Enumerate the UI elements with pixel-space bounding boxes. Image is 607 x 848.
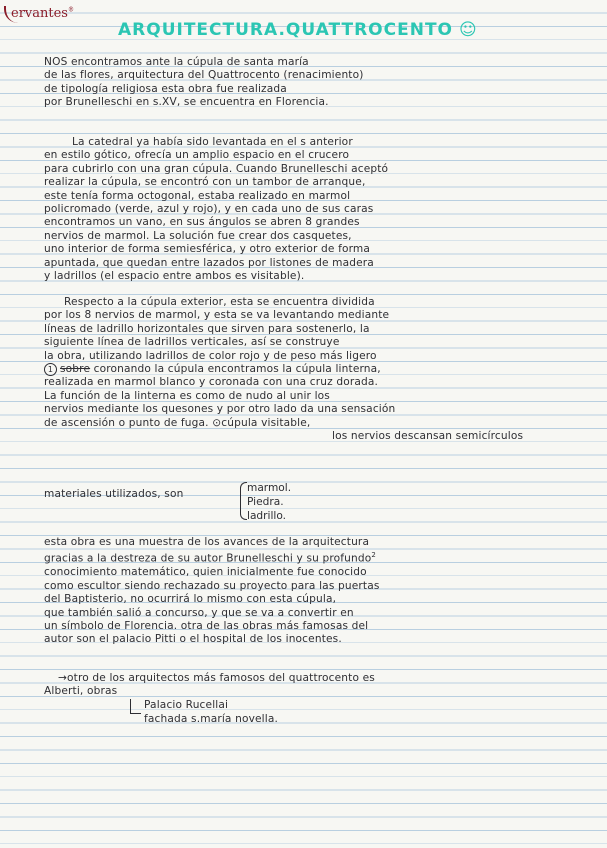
text-line [44,549,599,566]
text-line: policromado (verde, azul y rojo), y en cada uno de sus caras [44,203,374,216]
materials-list [247,481,291,523]
text-line: que también salió a concurso, y que se va a convertir en [44,606,354,619]
title-text: ARQUITECTURA.QUATTROCENTO [118,20,453,40]
paragraph-cathedral [44,136,599,283]
text-line: por Brunelleschi en s.XV, se encuentra en Florencia. [44,96,329,109]
work-item: Palacio Rucellai [144,699,229,711]
text-line: de ascensión o punto de fuga. ⊙cúpula visitable, [44,416,311,429]
text-line: →otro de los arquitectos más famosos del quattrocento es [58,672,375,684]
text-line [44,536,599,549]
text-line: siguiente línea de ladrillos verticales, así se construye [44,336,340,349]
material-item: marmol. [247,482,292,494]
text-line: realizar la cúpula, se encontró con un tambor de arranque, [44,176,366,189]
text-line: del Baptisterio, no ocurrirá lo mismo con esta cúpula, [44,593,337,606]
logo-text: ervantes [11,6,68,21]
text-line: Respecto a la cúpula exterior, esta se encuentra dividida [64,296,375,308]
paragraph-alberti [44,672,599,699]
text-line: en estilo gótico, ofrecía un amplio espacio en el crucero [44,149,350,162]
paragraph-author [44,536,599,647]
paragraph-exterior-dome [44,296,599,443]
paragraph-intro [44,56,599,110]
text-line: los nervios descansan semicírculos [332,430,524,443]
text-line: La catedral ya había sido levantada en el s anterior [72,136,353,148]
text-line: Alberti, obras [44,685,118,698]
text-line: y ladrillos (el espacio entre ambos es visitable). [44,270,305,283]
brace-icon [240,482,247,520]
brand-logo [4,6,80,23]
text-line: por los 8 nervios de marmol, y esta se va levantando mediante [44,309,390,322]
smiley-icon: ☺ [459,20,478,40]
text-segment: esta obra es una muestra de los avances de la arquitectura [44,536,370,548]
text-line: autor son el palacio Pitti o el hospital de los inocentes. [44,633,342,646]
work-item: fachada s.maría novella. [144,713,279,725]
materials-label: materiales utilizados, son [44,488,184,500]
text-line: un símbolo de Florencia. otra de las obras más famosas del [44,619,369,632]
text-line: de las flores, arquitectura del Quattrocento (renacimiento) [44,69,364,82]
text-line: apuntada, que quedan entre lazados por listones de madera [44,256,374,269]
text-line [44,363,599,376]
text-line: NOS encontramos ante la cúpula de santa maría [44,56,309,68]
text-line: líneas de ladrillo horizontales que sirven para sostenerlo, la [44,322,370,335]
text-line: conocimiento matemático, quien inicialmente fue conocido [44,566,367,579]
struck-word: sobre [60,363,91,376]
text-line: uno interior de forma semiesférica, y otro exterior de forma [44,243,371,256]
text-line: como escultor siendo rechazado su proyecto para las puertas [44,579,380,592]
text-segment: gracias a la destreza de su autor Brunelleschi y su profundo [44,552,372,565]
logo-mark: ® [67,6,74,14]
circled-number: 1 [44,363,57,376]
text-line: La función de la linterna es como de nudo al unir los [44,389,330,402]
footnote-mark: 2 [371,551,377,560]
text-line: este tenía forma octogonal, estaba realizado en marmol [44,189,351,202]
text-line: nervios mediante los quesones y por otro lado da una sensación [44,403,396,416]
page-title [118,20,478,40]
text-line: para cubrirlo con una gran cúpula. Cuando Brunelleschi aceptó [44,162,389,175]
material-item: Piedra. [247,496,284,508]
text-line: la obra, utilizando ladrillos de color rojo y de peso más ligero [44,349,377,362]
branch-arrow-icon [130,699,141,714]
text-line: encontramos un vano, en sus ángulos se abren 8 grandes [44,216,360,229]
text-line: de tipología religiosa esta obra fue realizada [44,82,287,95]
text-line: realizada en marmol blanco y coronada con una cruz dorada. [44,376,379,389]
material-item: ladrillo. [247,510,287,522]
text-segment: coronando la cúpula encontramos la cúpula linterna, [93,363,381,376]
text-line: nervios de marmol. La solución fue crear dos casquetes, [44,229,352,242]
